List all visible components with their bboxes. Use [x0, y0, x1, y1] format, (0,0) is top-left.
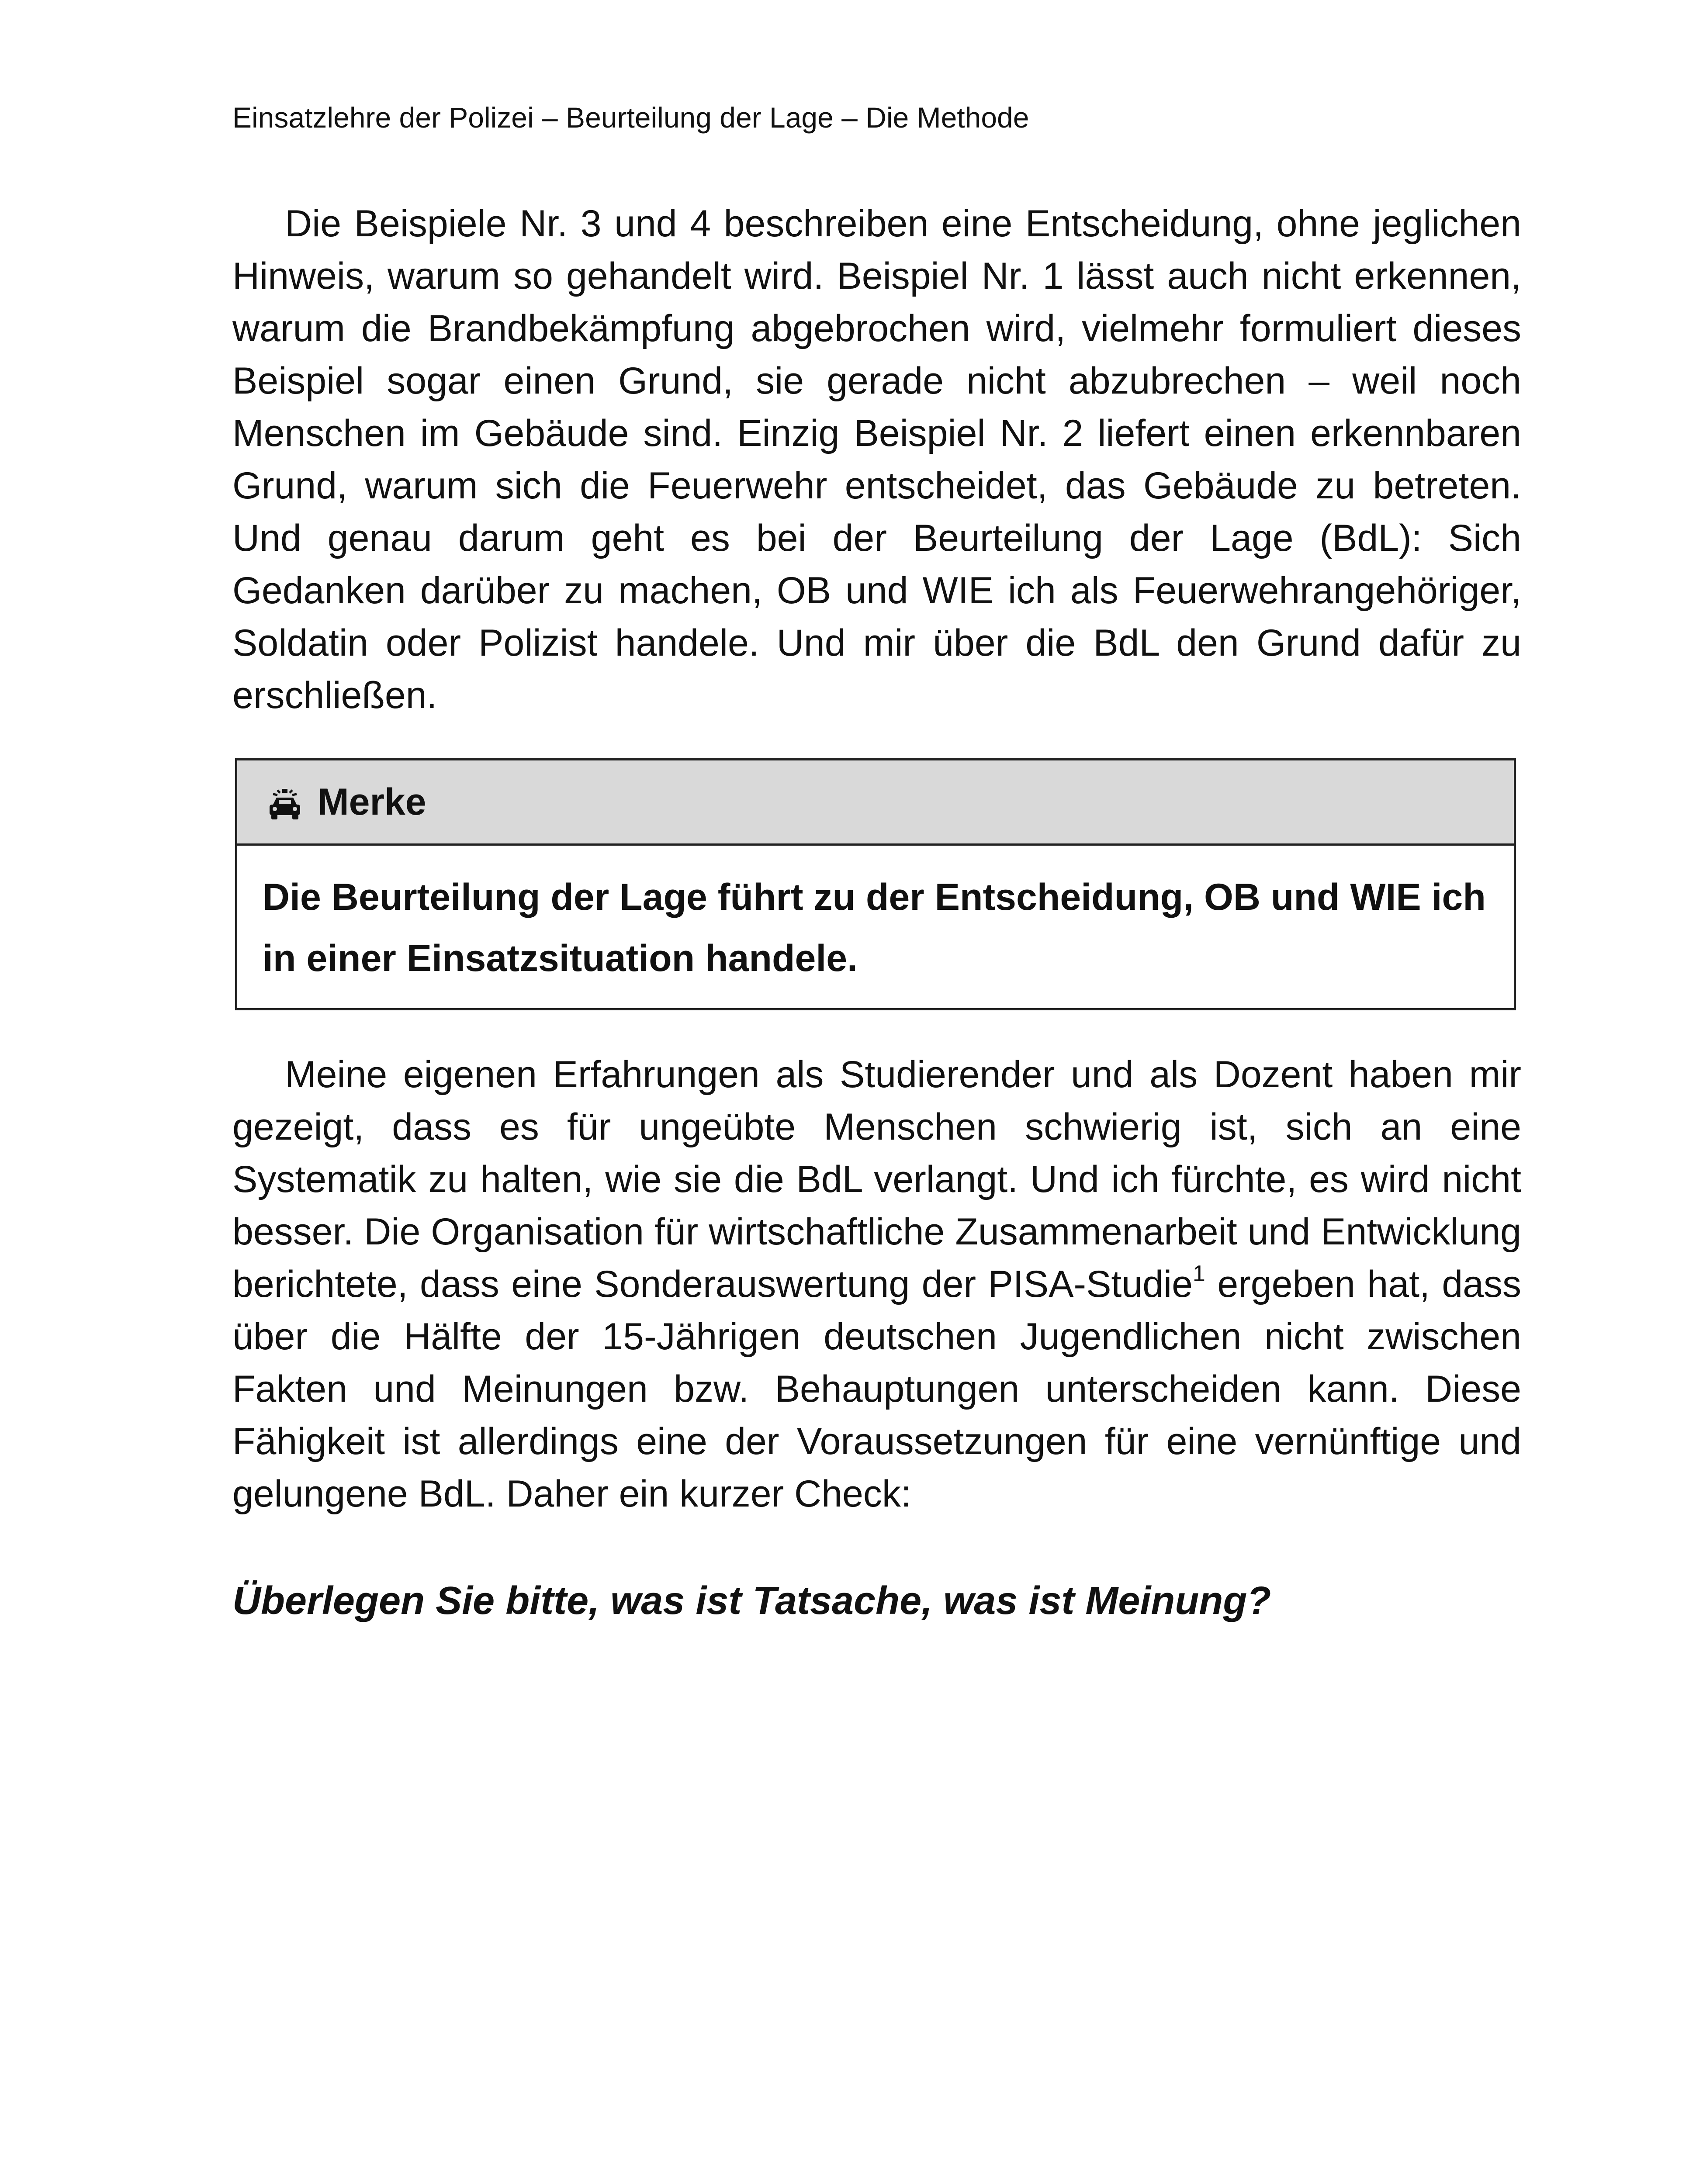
paragraph-2-text: Meine eigenen Erfahrungen als Studierender und als Dozent haben mir gezeigt, dass es für ungeübte Menschen schwierig ist, sich an eine Systematik zu halten, wie sie die BdL verlangt. Und ich fürchte, es wird nicht besser. Die Organisation für wirtschaftliche Zusammenarbeit und Entwicklung berichtete, dass eine Sonderauswertung der PISA-Studie — [232, 1054, 1521, 1305]
merke-title: Merke — [318, 781, 426, 823]
paragraph-2-text-continued: ergeben hat, dass über die Hälfte der 15-Jährigen deutschen Jugendlichen nicht zwischen Fakten und Meinungen bzw. Behauptungen unterscheiden kann. Diese Fähigkeit ist allerdings eine der Voraussetzungen für eine vernünftige und gelungene BdL. Daher ein kurzer Check: — [232, 1263, 1521, 1515]
merke-body: Die Beurteilung der Lage führt zu der Entscheidung, OB und WIE ich in einer Einsatzsituation handele. — [263, 876, 1486, 979]
merke-box — [235, 758, 1516, 1010]
police-car-icon — [267, 786, 303, 818]
body-paragraph-2 — [232, 1048, 1521, 1520]
body-paragraph-1: Die Beispiele Nr. 3 und 4 beschreiben eine Entscheidung, ohne jeglichen Hinweis, warum so gehandelt wird. Beispiel Nr. 1 lässt auch nicht erkennen, warum die Brandbekämpfung abgebrochen wird, vielmehr formuliert dieses Beispiel sogar einen Grund, sie gerade nicht abzubrechen – weil noch Menschen im Gebäude sind. Einzig Beispiel Nr. 2 liefert einen erkennbaren Grund, warum sich die Feuerwehr entscheidet, das Gebäude zu betreten. Und genau darum geht es bei der Beurteilung der Lage (BdL): Sich Gedanken darüber zu machen, OB und WIE ich als Feuerwehrangehöriger, Soldatin oder Polizist handele. Und mir über die BdL den Grund dafür zu erschließen. — [232, 203, 1521, 716]
footnote-reference[interactable]: 1 — [1192, 1261, 1205, 1286]
merke-header — [237, 760, 1514, 846]
running-header: Einsatzlehre der Polizei – Beurteilung der Lage – Die Methode — [232, 101, 1029, 134]
check-question: Überlegen Sie bitte, was ist Tatsache, was ist Meinung? — [232, 1579, 1271, 1623]
